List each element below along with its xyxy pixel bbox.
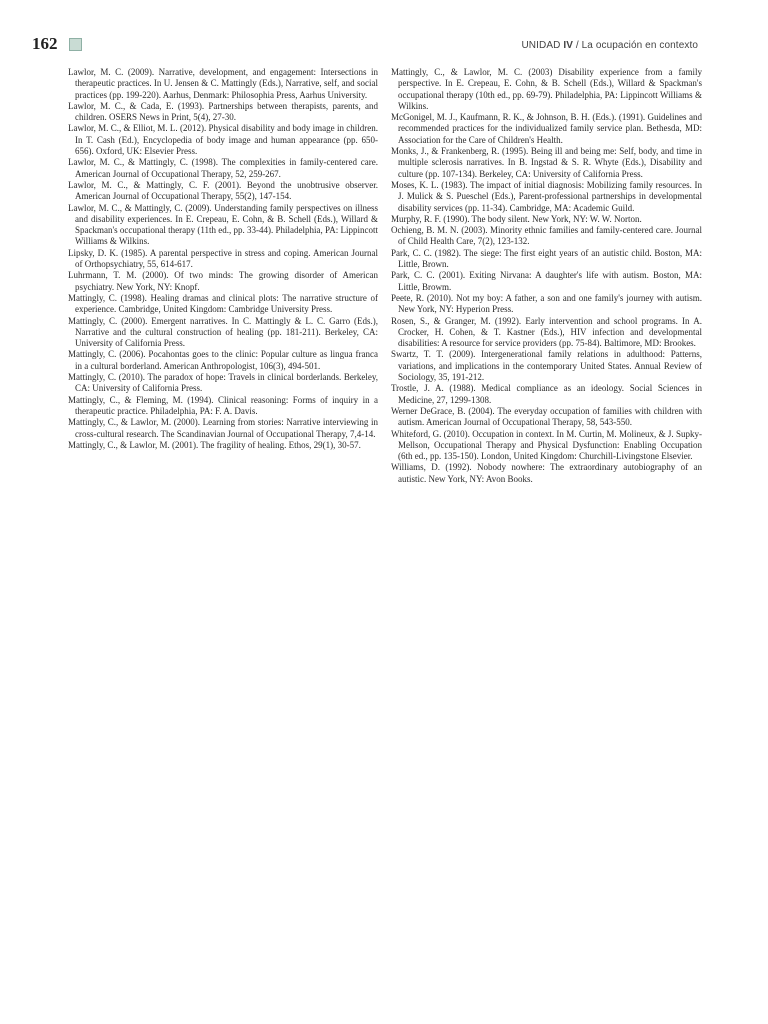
page-header	[32, 34, 698, 56]
reference-entry: Monks, J., & Frankenberg, R. (1995). Being ill and being me: Self, body, and time in multiple sclerosis narratives. In B. Ingstad & S. R. Whyte (Eds.), Disability and culture (pp. 107-134). Berkeley, CA: University of California Press.	[391, 146, 702, 179]
reference-entry: Moses, K. L. (1983). The impact of initial diagnosis: Mobilizing family resources. In J. Mulick & S. Pueschel (Eds.), Parent-professional partnerships in developmental disability services (pp. 11-34). Cambridge, MA: Academic Guild.	[391, 179, 702, 213]
reference-entry: Mattingly, C., & Lawlor, M. (2000). Learning from stories: Narrative interviewing in cross-cultural research. The Scandinavian Journal of Occupational Therapy, 7,4-14.	[68, 417, 378, 439]
reference-entry: Lawlor, M. C., & Mattingly, C. (2009). Understanding family perspectives on illness and disability experiences. In E. Crepeau, E. Cohn, & B. Schell (Eds.), Willard & Spackman's occupational therapy (11th ed., pp. 33-44). Philadelphia, PA: Lippincott Williams & Wilkins.	[68, 202, 378, 247]
unit-label: UNIDAD	[521, 40, 561, 51]
reference-entry: Lawlor, M. C., & Cada, E. (1993). Partnerships between therapists, parents, and children. OSERS News in Print, 5(4), 27-30.	[68, 100, 378, 123]
reference-entry: Park, C. C. (1982). The siege: The first eight years of an autistic child. Boston, MA: Little, Brown.	[391, 247, 702, 270]
unit-title: / La ocupación en contexto	[575, 40, 698, 51]
references-right-column	[391, 67, 702, 485]
reference-entry: Mattingly, C., & Fleming, M. (1994). Clinical reasoning: Forms of inquiry in a therapeutic practice. Philadelphia, PA: F. A. Davis.	[68, 394, 378, 416]
reference-entry: Whiteford, G. (2010). Occupation in context. In M. Curtin, M. Molineux, & J. Supky-Mellson, Occupational Therapy and Physical Dysfunction: Enabling Occupation (6th ed., pp. 135-150). London, United Kingdom: Churchill-Livingstone Elsevier.	[391, 428, 702, 462]
reference-entry: Rosen, S., & Granger, M. (1992). Early intervention and school programs. In A. Crocker, H. Cohen, & T. Kastner (Eds.), HIV infection and developmental disabilities: A resource for service providers (pp. 75-84). Baltimore, MD: Brookes.	[391, 315, 702, 349]
reference-entry: Swartz, T. T. (2009). Intergenerational family relations in adulthood: Patterns, variations, and implications in the contemporary United States. Annual Review of Sociology, 35, 191-212.	[391, 349, 702, 383]
reference-entry: Mattingly, C., & Lawlor, M. C. (2003) Disability experience from a family perspective. In E. Crepeau, E. Cohn, & B. Schell (Eds.), Willard & Spackman's occupational therapy (10th ed., pp. 69-79). Philadelphia, PA: Lippincott Williams & Wilkins.	[391, 67, 702, 111]
references-left-column	[68, 67, 378, 451]
unit-number: IV	[563, 40, 573, 51]
page-marker-square	[69, 38, 82, 51]
reference-entry: Park, C. C. (2001). Exiting Nirvana: A daughter's life with autism. Boston, MA: Little, Browm.	[391, 270, 702, 292]
reference-entry: Mattingly, C. (2006). Pocahontas goes to the clinic: Popular culture as lingua franca in a cultural borderland. American Anthropologist, 106(3), 494-501.	[68, 349, 378, 371]
reference-entry: Lipsky, D. K. (1985). A parental perspective in stress and coping. American Journal of Orthopsychiatry, 55, 614-617.	[68, 247, 378, 270]
reference-entry: Lawlor, M. C., & Mattingly, C. (1998). The complexities in family-centered care. American Journal of Occupational Therapy, 52, 259-267.	[68, 157, 378, 179]
reference-entry: Werner DeGrace, B. (2004). The everyday occupation of families with children with autism. American Journal of Occupational Therapy, 58, 543-550.	[391, 405, 702, 428]
reference-entry: Mattingly, C. (2010). The paradox of hope: Travels in clinical borderlands. Berkeley, CA: University of California Press.	[68, 372, 378, 394]
reference-entry: McGonigel, M. J., Kaufmann, R. K., & Johnson, B. H. (Eds.). (1991). Guidelines and recommended practices for the individualized family service plan. Bethesda, MD: Association for the Care of Children's Health.	[391, 112, 702, 145]
reference-entry: Williams, D. (1992). Nobody nowhere: The extraordinary autobiography of an autistic. New York, NY: Avon Books.	[391, 462, 702, 484]
reference-entry: Mattingly, C. (1998). Healing dramas and clinical plots: The narrative structure of experience. Cambridge, United Kingdom: Cambridge University Press.	[68, 292, 378, 315]
reference-entry: Mattingly, C., & Lawlor, M. (2001). The fragility of healing. Ethos, 29(1), 30-57.	[68, 439, 361, 450]
reference-entry: Luhrmann, T. M. (2000). Of two minds: The growing disorder of American psychiatry. New York, NY: Knopf.	[68, 270, 378, 292]
reference-entry: Lawlor, M. C. (2009). Narrative, development, and engagement: Intersections in therapeutic practices. In U. Jensen & C. Mattingly (Eds.), Narrative, self, and social practices (pp. 199-220). Aarhus, Denmark: Philosophia Press, Aarhus University.	[68, 67, 378, 100]
reference-entry: Trostle, J. A. (1988). Medical compliance as an ideology. Social Sciences in Medicine, 27, 1299-1308.	[391, 383, 702, 405]
reference-entry: Ochieng, B. M. N. (2003). Minority ethnic families and family-centered care. Journal of Child Health Care, 7(2), 123-132.	[391, 225, 702, 247]
running-head	[521, 40, 698, 51]
reference-entry: Mattingly, C. (2000). Emergent narratives. In C. Mattingly & L. C. Garro (Eds.), Narrative and the cultural construction of healing (pp. 181-211). Berkeley, CA: University of California Press.	[68, 315, 378, 349]
reference-entry: Lawlor, M. C., & Mattingly, C. F. (2001). Beyond the unobtrusive observer. American Journal of Occupational Therapy, 55(2), 147-154.	[68, 179, 378, 202]
reference-entry: Peete, R. (2010). Not my boy: A father, a son and one family's journey with autism. New York, NY: Hyperion Press.	[391, 292, 702, 315]
reference-entry: Lawlor, M. C., & Elliot, M. L. (2012). Physical disability and body image in children. In T. Cash (Ed.), Encyclopedia of body image and human appearance (pp. 650-656). Oxford, UK: Elsevier Press.	[68, 123, 378, 157]
page-number: 162	[32, 34, 58, 53]
reference-entry: Murphy, R. F. (1990). The body silent. New York, NY: W. W. Norton.	[391, 213, 642, 224]
